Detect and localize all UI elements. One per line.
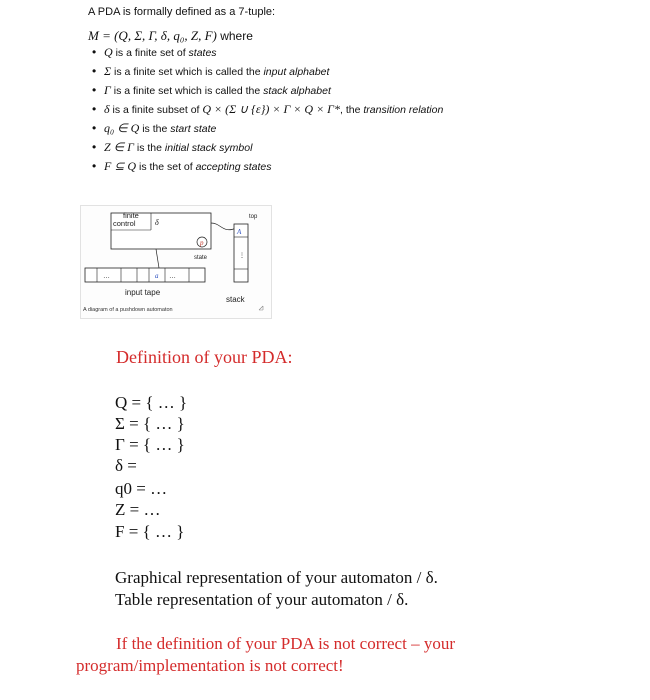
delta-symbol: δ	[155, 218, 159, 227]
stack-label: stack	[226, 295, 245, 304]
top-label: top	[249, 214, 258, 220]
definition-line-f: F = { … }	[115, 522, 185, 541]
tuple-formula	[88, 28, 253, 44]
intro-text: A PDA is formally defined as a 7-tuple:	[88, 6, 276, 18]
stack-mid-dots: ⋮	[239, 253, 245, 259]
diagram-caption: A diagram of a pushdown automaton	[83, 307, 173, 313]
definition-line-sigma: Σ = { … }	[115, 414, 185, 433]
graphical-representation-text: Graphical representation of your automaton / δ.	[115, 568, 438, 587]
input-dots-left: …	[103, 273, 110, 280]
state-label: state	[194, 255, 208, 261]
tuple-suffix: where	[220, 29, 253, 43]
definition-item: • Z ∈ Γ is the initial stack symbol	[92, 140, 253, 154]
definition-item: • Γ is a finite set which is called the stack alphabet	[92, 83, 331, 97]
definition-line-q: Q = { … }	[115, 393, 188, 412]
warning-line-2: program/implementation is not correct!	[76, 656, 344, 675]
stack-top-symbol: A	[237, 228, 242, 236]
definition-line-q0: q0 = …	[115, 479, 168, 498]
pda-definition-title: Definition of your PDA:	[116, 347, 293, 367]
definition-item: • q₀ ∈ Q is the start state	[92, 121, 217, 135]
definition-item: • Σ is a finite set which is called the input alphabet	[92, 64, 330, 78]
expand-icon	[259, 306, 263, 310]
definition-line-delta: δ =	[115, 456, 137, 475]
table-representation-text: Table representation of your automaton / δ.	[115, 590, 409, 609]
pda-diagram-svg	[81, 206, 271, 318]
definition-item: • δ is a finite subset of Q × (Σ ∪ {ε}) × Γ × Q × Γ*, the transition relation	[92, 102, 444, 116]
definition-line-z: Z = …	[115, 500, 161, 519]
input-tape-label: input tape	[125, 288, 161, 297]
definition-line-gamma: Γ = { … }	[115, 435, 185, 454]
input-symbol: a	[155, 272, 159, 280]
definition-item: • F ⊆ Q is the set of accepting states	[92, 159, 272, 173]
control-label: control	[113, 219, 136, 228]
finite-label: finite	[123, 211, 139, 220]
tuple-math: M = (Q, Σ, Γ, δ, q₀, Z, F)	[88, 28, 217, 43]
state-symbol: p	[200, 239, 204, 247]
definition-item: • Q is a finite set of states	[92, 45, 217, 59]
input-dots-right: …	[169, 273, 176, 280]
warning-line-1: If the definition of your PDA is not correct – your	[116, 634, 455, 653]
pda-diagram	[80, 205, 272, 319]
definition-list	[92, 43, 443, 176]
